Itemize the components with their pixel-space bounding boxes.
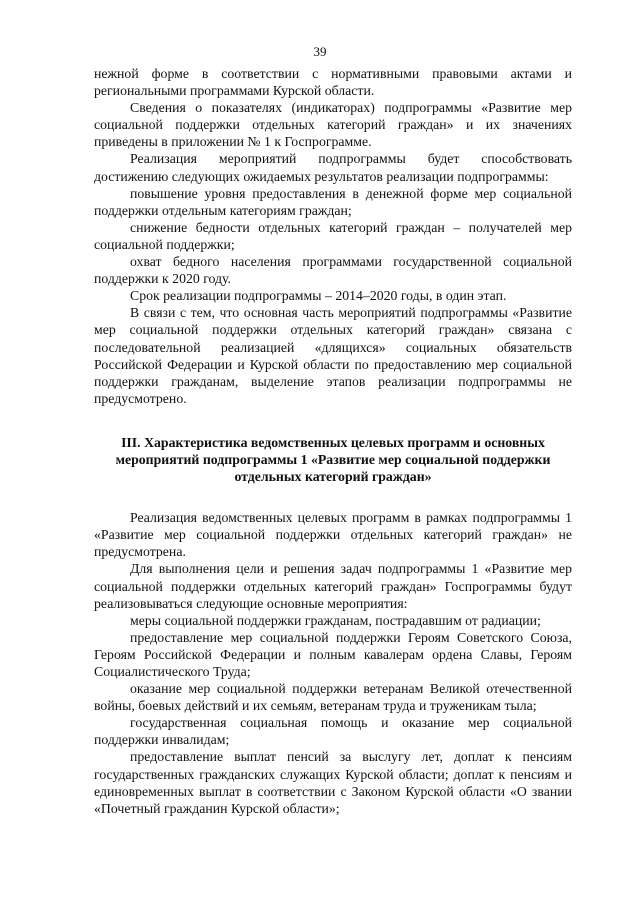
- paragraph-expected-results: Реализация мероприятий подпрограммы будет способствовать достижению следующих ожидаемых результатов реализации подпрограммы:: [94, 151, 572, 184]
- paragraph-term: Срок реализации подпрограммы – 2014–2020 годы, в один этап.: [130, 288, 507, 304]
- list-item-measure-4: государственная социальная помощь и оказание мер социальной поддержки инвалидам;: [94, 715, 572, 748]
- paragraph-stages: В связи с тем, что основная часть мероприятий подпрограммы «Развитие мер социальной поддержки отдельных категорий граждан» связана с последовательной реализацией «длящихся» социальных обязательств Российской Федерации и Курской области по предоставлению мер социальной поддержки гражданам, выделение этапов реализации подпрограммы не предусмотрено.: [94, 305, 572, 406]
- list-item-measure-1: меры социальной поддержки гражданам, пострадавшим от радиации;: [130, 612, 541, 628]
- paragraph-continuation: нежной форме в соответствии с нормативными правовыми актами и региональными программами Курской области.: [94, 66, 572, 99]
- list-item-result-2: снижение бедности отдельных категорий граждан – получателей мер социальной поддержки;: [94, 219, 572, 252]
- list-item-measure-2: предоставление мер социальной поддержки Героям Советского Союза, Героям Российской Федерации и полным кавалерам ордена Славы, Героям Социалистического Труда;: [94, 629, 572, 679]
- list-item-result-1: повышение уровня предоставления в денежной форме мер социальной поддержки отдельным категориям граждан;: [94, 185, 572, 218]
- list-item-measure-5: предоставление выплат пенсий за выслугу лет, доплат к пенсиям государственных гражданских служащих Курской области; доплат к пенсиям и единовременных выплат в соответствии с Законом Курской области «О звании «Почетный гражданин Курской области»;: [94, 749, 572, 816]
- list-item-measure-3: оказание мер социальной поддержки ветеранам Великой отечественной войны, боевых действий и их семьям, ветеранам труда и труженикам тыла;: [94, 681, 572, 714]
- document-body: [94, 65, 572, 817]
- list-item-result-3: охват бедного населения программами государственной социальной поддержки к 2020 году.: [94, 254, 572, 287]
- paragraph-indicators: Сведения о показателях (индикаторах) подпрограммы «Развитие мер социальной поддержки отдельных категорий граждан» и их значениях приведены в приложении № 1 к Госпрограмме.: [94, 100, 572, 150]
- paragraph-main-measures: Для выполнения цели и решения задач подпрограммы 1 «Развитие мер социальной поддержки отдельных категорий граждан» Госпрограммы будут реализовываться следующие основные мероприятия:: [94, 561, 572, 611]
- page-number: 39: [313, 44, 327, 59]
- paragraph-target-programs: Реализация ведомственных целевых программ в рамках подпрограммы 1 «Развитие мер социальной поддержки отдельных категорий граждан» не предусмотрена.: [94, 510, 572, 560]
- section-heading: III. Характеристика ведомственных целевых программ и основных мероприятий подпрограммы 1 «Развитие мер социальной поддержки отдельных категорий граждан»: [115, 434, 551, 485]
